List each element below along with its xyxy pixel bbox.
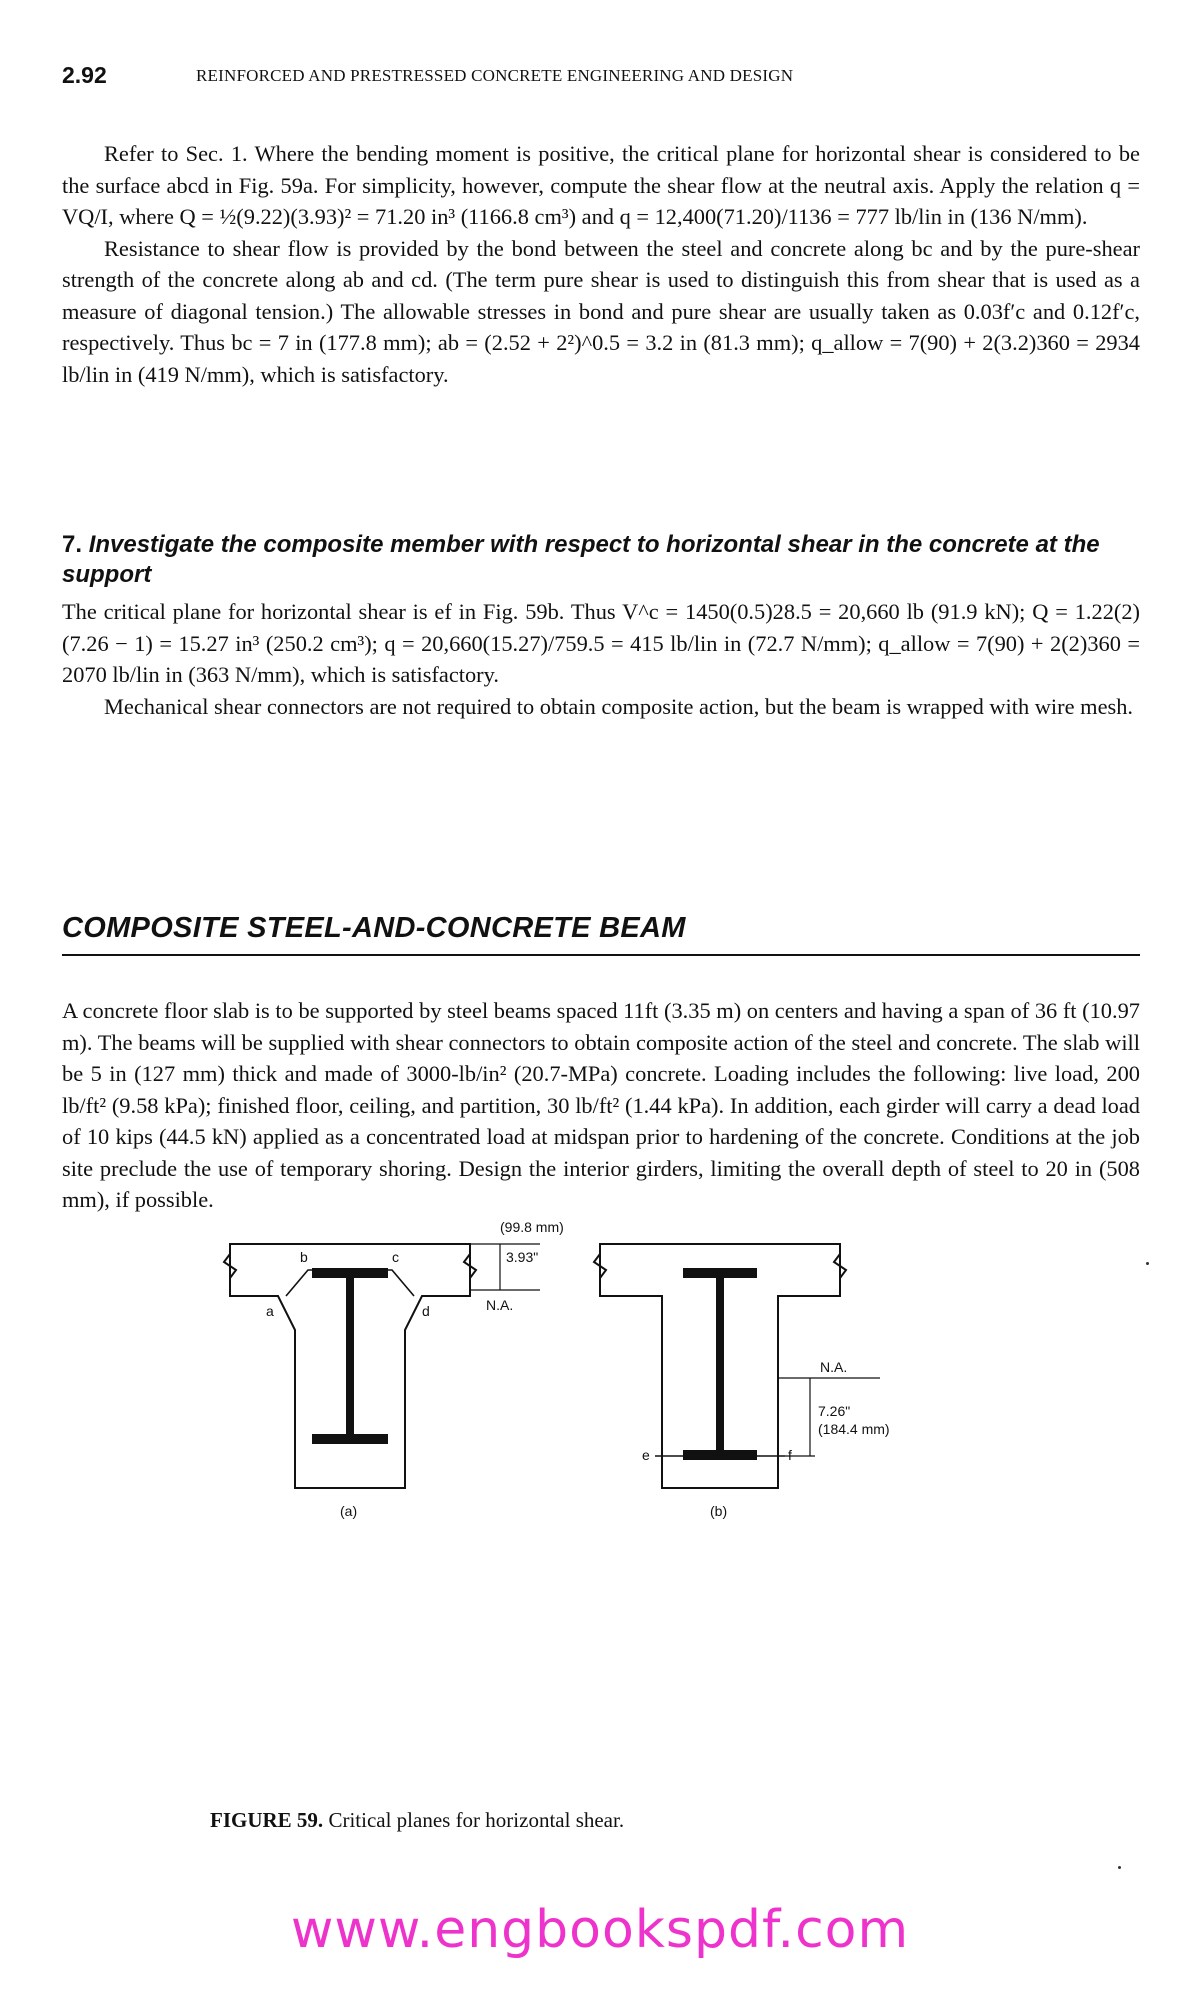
panel-b-label: (b)	[710, 1503, 728, 1519]
panel-a-label: (a)	[340, 1503, 358, 1519]
point-f: f	[788, 1447, 792, 1463]
step-heading	[62, 530, 1140, 590]
problem-statement	[62, 995, 1140, 1216]
na-label-b: N.A.	[820, 1359, 848, 1375]
point-c: c	[392, 1249, 399, 1265]
point-b: b	[300, 1249, 308, 1265]
paragraph-resistance: Resistance to shear flow is provided by the bond between the steel and concrete along bc and by the pure-shear strength of the concrete along ab and cd. (The term pure shear is used to distinguish this from shear that is used as a measure of diagonal tension.) The allowable stresses in bond and pure shear are usually taken as 0.03f′c and 0.12f′c, respectively. Thus bc = 7 in (177.8 mm); ab = (2.52 + 2²)^0.5 = 3.2 in (81.3 mm); q_allow = 7(90) + 2(3.2)360 = 2934 lb/lin in (419 N/mm), which is satisfactory.	[62, 235, 1140, 387]
step-text	[62, 596, 1140, 722]
dim-in-b: 7.26"	[818, 1403, 851, 1419]
dim-mm-a: (99.8 mm)	[500, 1219, 564, 1235]
paragraph-connectors: Mechanical shear connectors are not required to obtain composite action, but the beam is wrapped with wire mesh.	[104, 693, 1134, 719]
intro-text	[62, 138, 1140, 390]
na-label-a: N.A.	[486, 1297, 514, 1313]
scan-speck	[1118, 1866, 1121, 1869]
figure-caption-text: Critical planes for horizontal shear.	[328, 1808, 625, 1832]
step-title: Investigate the composite member with respect to horizontal shear in the concrete at the support	[62, 531, 1100, 588]
dim-mm-b: (184.4 mm)	[818, 1421, 890, 1437]
paragraph-shear-flow: Refer to Sec. 1. Where the bending moment is positive, the critical plane for horizontal shear is considered to be the surface abcd in Fig. 59a. For simplicity, however, compute the shear flow at the neutral axis. Apply the relation q = VQ/I, where Q = ½(9.22)(3.93)² = 71.20 in³ (1166.8 cm³) and q = 12,400(71.20)/1136 = 777 lb/lin in (136 N/mm).	[62, 141, 1140, 229]
point-d: d	[422, 1303, 430, 1319]
figure-caption-label: FIGURE 59.	[210, 1808, 324, 1832]
paragraph-support-shear: The critical plane for horizontal shear is ef in Fig. 59b. Thus V^c = 1450(0.5)28.5 = 20,660 lb (91.9 kN); Q = 1.22(2)(7.26 − 1) = 15.27 in³ (250.2 cm³); q = 20,660(15.27)/759.5 = 415 lb/lin in (72.7 N/mm); q_allow = 7(90) + 2(2)360 = 2070 lb/lin in (363 N/mm), which is satisfactory.	[62, 599, 1140, 687]
point-a: a	[266, 1303, 274, 1319]
paragraph-problem: A concrete floor slab is to be supported by steel beams spaced 11ft (3.35 m) on centers and having a span of 36 ft (10.97 m). The beams will be supplied with shear connectors to obtain composite action of the steel and concrete. The slab will be 5 in (127 mm) thick and made of 3000-lb/in² (20.7-MPa) concrete. Loading includes the following: live load, 200 lb/ft² (9.58 kPa); finished floor, ceiling, and partition, 30 lb/ft² (1.44 kPa). In addition, each girder will carry a dead load of 10 kips (44.5 kN) applied as a concentrated load at midspan prior to hardening of the concrete. Conditions at the job site preclude the use of temporary shoring. Design the interior girders, limiting the overall depth of steel to 20 in (508 mm), if possible.	[62, 998, 1140, 1212]
scan-speck	[1146, 1262, 1149, 1265]
watermark: www.engbookspdf.com	[290, 1900, 910, 1960]
step-number: 7.	[62, 531, 83, 558]
section-heading: COMPOSITE STEEL-AND-CONCRETE BEAM	[62, 912, 686, 944]
figure-caption	[210, 1808, 624, 1833]
section-a-outline	[224, 1244, 540, 1488]
running-title: REINFORCED AND PRESTRESSED CONCRETE ENGINEERING AND DESIGN	[196, 66, 794, 85]
point-e: e	[642, 1447, 650, 1463]
steel-beam-a	[312, 1268, 388, 1444]
page-number: 2.92	[62, 62, 107, 88]
steel-beam-b	[683, 1268, 757, 1460]
figure-59-drawing	[200, 1218, 1020, 1778]
section-rule	[62, 954, 1140, 956]
dim-in-a: 3.93"	[506, 1249, 539, 1265]
running-header	[62, 62, 1142, 96]
figure-59	[200, 1218, 1020, 1778]
